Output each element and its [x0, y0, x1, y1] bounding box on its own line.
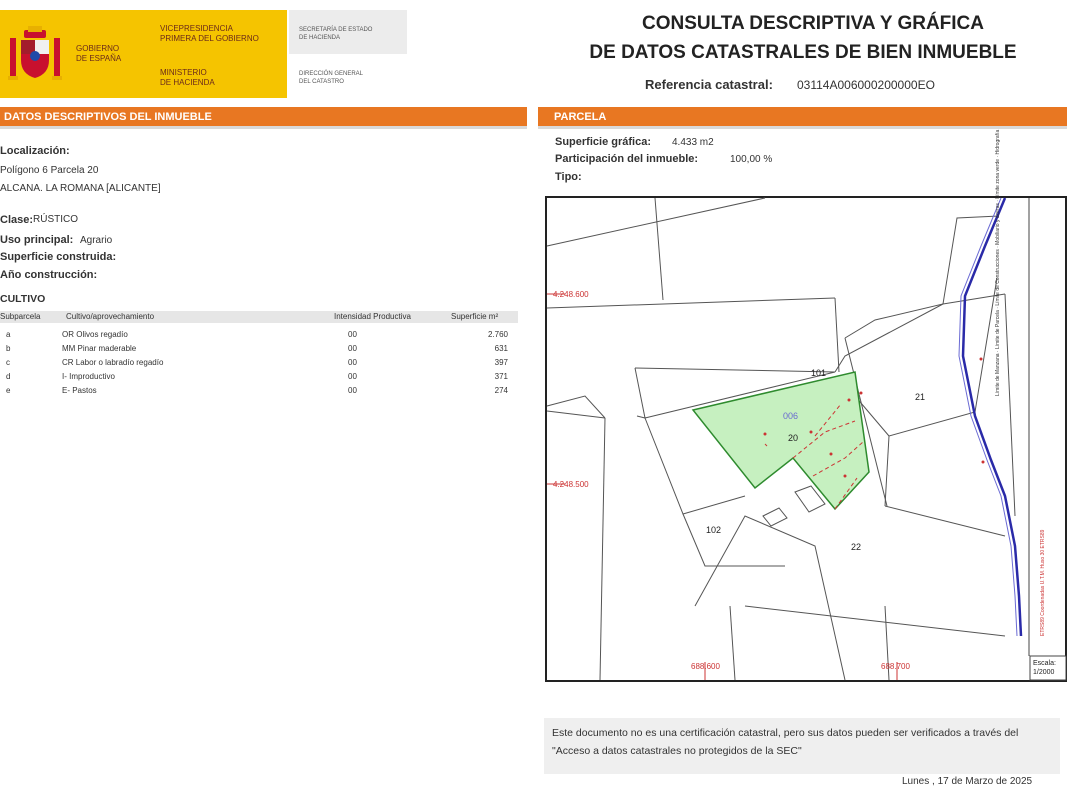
cadastral-map-svg	[545, 196, 1067, 682]
main-use-label: Uso principal:	[0, 234, 74, 246]
cell-intensity: 00	[348, 330, 357, 339]
cell-crop: I- Improductivo	[62, 372, 115, 381]
col-intensity: Intensidad Productiva	[334, 312, 411, 321]
section-bar-descriptive: DATOS DESCRIPTIVOS DEL INMUEBLE	[0, 107, 527, 129]
scale-label: Escala:	[1033, 660, 1056, 667]
page-title-line-2: DE DATOS CATASTRALES DE BIEN INMUEBLE	[589, 42, 1017, 63]
cell-crop: OR Olivos regadío	[62, 330, 128, 339]
graphic-area-value: 4.433 m2	[672, 137, 714, 148]
crop-section-title: CULTIVO	[0, 293, 46, 305]
parcel-21-label: 21	[915, 392, 926, 402]
cell-intensity: 00	[348, 358, 357, 367]
participation-value: 100,00 %	[730, 154, 773, 165]
col-subparcel: Subparcela	[0, 312, 41, 321]
cell-area: 397	[494, 358, 508, 367]
table-row	[0, 330, 518, 342]
cell-subparcel: a	[6, 330, 11, 339]
location-line-2: ALCANA. LA ROMANA [ALICANTE]	[0, 183, 161, 194]
coord-x-left: 688.600	[691, 662, 720, 671]
table-row	[0, 358, 518, 370]
cadastral-reference-label: Referencia catastral:	[645, 77, 773, 92]
parcel-20-label: 20	[788, 433, 799, 443]
map-legend-vertical: Límite de Manzana · Límite de Parcela · Límite de Construcciones · Mobiliario y aceras · Límite zona verde · Hidrografía	[995, 129, 1001, 396]
cadastral-reference-value: 03114A006000200000EO	[797, 78, 935, 92]
disclaimer-text: Este documento no es una certificación catastral, pero sus datos pueden ser verificados a través del "Acceso a datos catastrales no protegidos de la SEC"	[552, 727, 1019, 757]
crop-table-header	[0, 311, 518, 323]
participation-label: Participación del inmueble:	[555, 153, 699, 165]
cell-subparcel: b	[6, 344, 11, 353]
sec-line-1: SECRETARÍA DE ESTADO	[299, 27, 373, 33]
cell-intensity: 00	[348, 372, 357, 381]
sec-line-2: DE HACIENDA	[299, 35, 341, 41]
parcel-101-label: 101	[811, 368, 827, 378]
cell-subparcel: c	[6, 358, 10, 367]
coord-y-upper: 4.248.600	[553, 290, 589, 299]
cell-subparcel: d	[6, 372, 11, 381]
cell-crop: E- Pastos	[62, 386, 97, 395]
secretariat-block	[289, 10, 407, 98]
table-row	[0, 344, 518, 356]
ministry-line-2: DE HACIENDA	[160, 78, 215, 87]
map-coords-vertical: ETRS89 Coordenadas U.T.M. Huso 30 ETRS89	[1040, 529, 1046, 636]
location-label: Localización:	[0, 145, 70, 157]
vice-line-2: PRIMERA DEL GOBIERNO	[160, 34, 259, 43]
dir-line-2: DEL CATASTRO	[299, 79, 344, 85]
main-use-value: Agrario	[80, 235, 113, 246]
cell-crop: CR Labor o labradío regadío	[62, 358, 164, 367]
parcel-22-label: 22	[851, 542, 862, 552]
gov-line-1: GOBIERNO	[76, 44, 120, 53]
parcel-code-label: 006	[783, 411, 799, 421]
cell-area: 2.760	[487, 330, 508, 339]
table-row	[0, 372, 518, 384]
document-date: Lunes , 17 de Marzo de 2025	[902, 776, 1033, 787]
page-title-line-1: CONSULTA DESCRIPTIVA Y GRÁFICA	[641, 13, 985, 34]
cell-area: 631	[494, 344, 508, 353]
construction-year-label: Año construcción:	[0, 269, 98, 281]
gov-line-2: DE ESPAÑA	[76, 54, 122, 63]
built-area-label: Superficie construida:	[0, 251, 117, 263]
col-area: Superficie m²	[451, 312, 499, 321]
vice-line-1: VICEPRESIDENCIA	[160, 24, 233, 33]
coat-of-arms-icon	[4, 24, 66, 86]
cell-area: 371	[494, 372, 508, 381]
cell-crop: MM Pinar maderable	[62, 344, 137, 353]
scale-value: 1/2000	[1033, 669, 1055, 676]
government-header-block	[0, 10, 287, 98]
coord-y-lower: 4.248.500	[553, 480, 589, 489]
location-line-1: Polígono 6 Parcela 20	[0, 165, 99, 176]
graphic-area-label: Superficie gráfica:	[555, 136, 651, 148]
dir-line-1: DIRECCIÓN GENERAL	[299, 71, 364, 77]
type-label: Tipo:	[555, 171, 582, 183]
col-crop: Cultivo/aprovechamiento	[66, 312, 155, 321]
section-bar-parcel: PARCELA	[538, 107, 1067, 129]
class-value: RÚSTICO	[33, 214, 78, 225]
cell-intensity: 00	[348, 344, 357, 353]
ministry-line-1: MINISTERIO	[160, 68, 207, 77]
cell-area: 274	[494, 386, 508, 395]
coord-x-right: 688.700	[881, 662, 910, 671]
class-label: Clase:	[0, 214, 34, 226]
crop-table-body	[0, 330, 518, 400]
table-row	[0, 386, 518, 398]
parcel-102-label: 102	[706, 525, 722, 535]
cell-intensity: 00	[348, 386, 357, 395]
cell-subparcel: e	[6, 386, 11, 395]
